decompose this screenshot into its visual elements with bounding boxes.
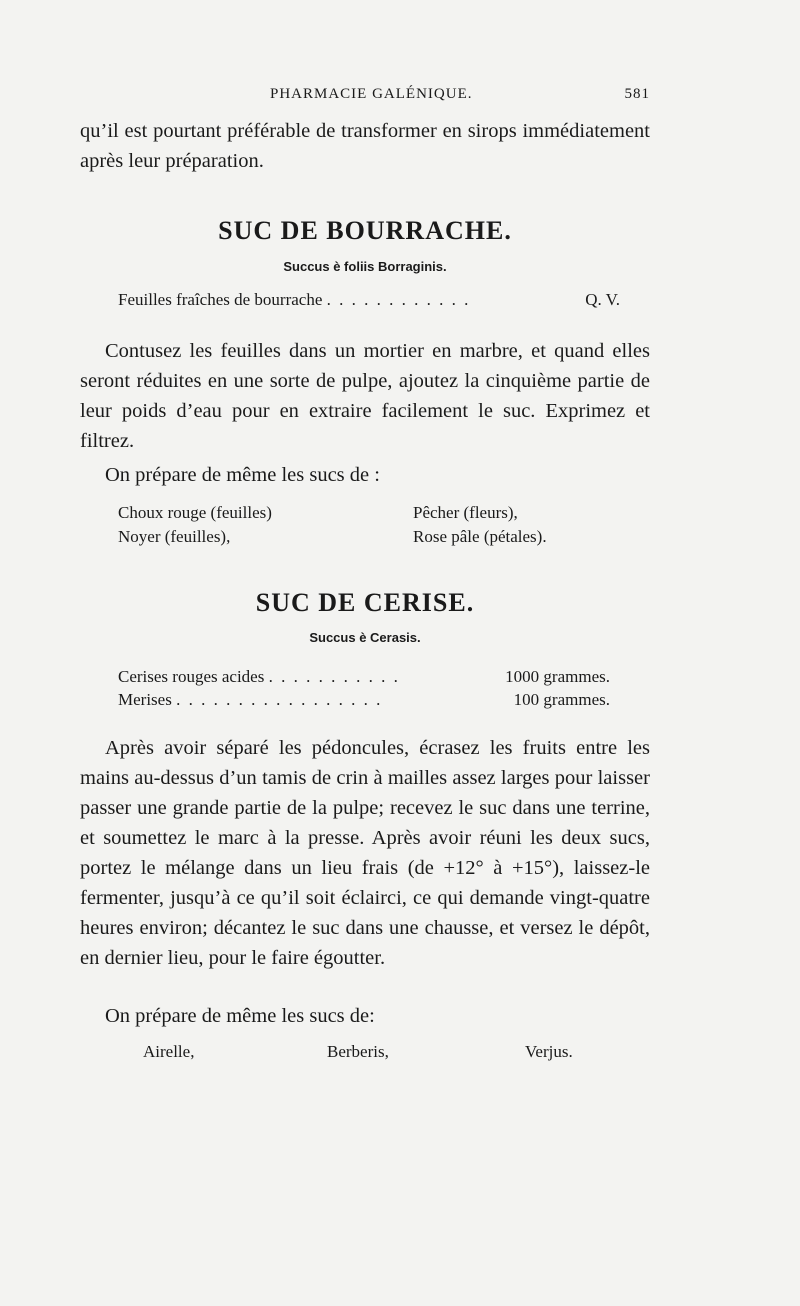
list-item: Berberis, (327, 1042, 389, 1061)
section-title-cerise: SUC DE CERISE. (255, 588, 475, 617)
latin-title-bourrache: Succus è foliis Borraginis. (283, 259, 447, 274)
list-item: Airelle, (143, 1042, 195, 1061)
same-way-bourrache: On prépare de même les sucs de : (105, 464, 380, 486)
ingredient-quantity: 100 grammes. (508, 690, 610, 710)
ingredient-name: Cerises rouges acides (118, 667, 265, 686)
page-number: 581 (624, 86, 650, 102)
list-item: Rose pâle (pétales). (413, 527, 547, 546)
running-title: PHARMACIE GALÉNIQUE. (270, 86, 473, 102)
latin-title-cerise: Succus è Cerasis. (309, 630, 421, 645)
instructions-bourrache: Contusez les feuilles dans un mortier en marbre, et quand elles seront réduites en une sorte de pulpe, ajoutez la cinquième partie de leur poids d’eau pour en extraire facilement le suc. Exprimez et filtrez. (80, 340, 650, 452)
ingredient-dots: . . . . . . . . . . . . . . . . . (176, 690, 383, 709)
list-item: Noyer (feuilles), (118, 527, 231, 546)
ingredient-line (118, 667, 610, 687)
ingredient-dots: . . . . . . . . . . . . (326, 290, 471, 309)
intro-paragraph: qu’il est pourtant préférable de transformer en sirops immédiatement après leur préparation. (80, 120, 650, 172)
ingredient-dots: . . . . . . . . . . . (268, 667, 400, 686)
list-item: Pêcher (fleurs), (413, 503, 518, 522)
section-title-bourrache: SUC DE BOURRACHE. (218, 216, 512, 245)
list-item: Verjus. (525, 1042, 573, 1061)
list-item: Choux rouge (feuilles) (118, 503, 272, 522)
instructions-cerise: Après avoir séparé les pédoncules, écrasez les fruits entre les mains au-dessus d’un tamis de crin à mailles assez larges pour laisser passer une grande partie de la pulpe; recevez le suc dans une terrine, et soumettez le marc à la presse. Après avoir réuni les deux sucs, portez le mélange dans un lieu frais (de +12° à +15°), laissez-le fermenter, jusqu’à ce qu’il soit éclairci, ce qui demande vingt-quatre heures environ; décantez le suc dans une chausse, et versez le dépôt, en dernier lieu, pour le faire égoutter. (80, 737, 650, 969)
ingredient-quantity: Q. V. (579, 290, 620, 310)
running-head (80, 86, 650, 108)
same-way-cerise: On prépare de même les sucs de: (105, 1005, 375, 1027)
ingredient-name: Merises (118, 690, 172, 709)
ingredient-quantity: 1000 grammes. (499, 667, 610, 687)
ingredient-line (118, 290, 620, 310)
ingredient-name: Feuilles fraîches de bourrache (118, 290, 323, 309)
ingredient-line (118, 690, 610, 710)
